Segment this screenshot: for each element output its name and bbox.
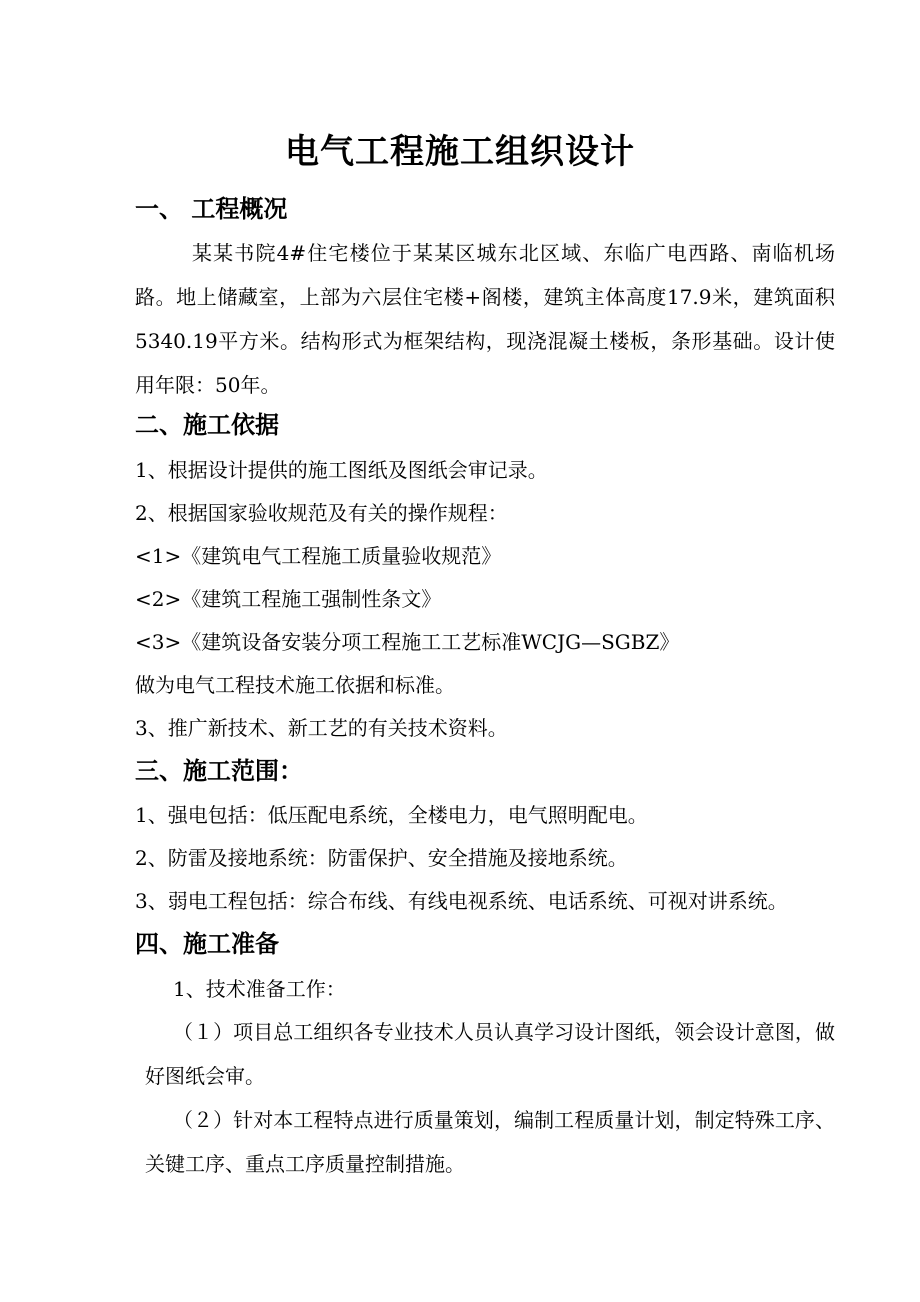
section-heading-scope: 三、施工范围： <box>135 756 303 785</box>
preparation-paragraph: （２）针对本工程特点进行质量策划，编制工程质量计划，制定特殊工序、关键工序、重点工序质量控制措施。 <box>145 1108 835 1176</box>
section-heading-overview: 一、 工程概况 <box>135 194 288 223</box>
section-heading-preparation: 四、施工准备 <box>135 929 279 958</box>
basis-item: 2、根据国家验收规范及有关的操作规程： <box>135 501 508 525</box>
basis-item: 1、根据设计提供的施工图纸及图纸会审记录。 <box>135 458 548 482</box>
basis-item: <1>《建筑电气工程施工质量验收规范》 <box>135 544 502 568</box>
scope-item: 1、强电包括：低压配电系统，全楼电力，电气照明配电。 <box>135 803 648 827</box>
basis-item: 3、推广新技术、新工艺的有关技术资料。 <box>135 716 508 740</box>
basis-item: <3>《建筑设备安装分项工程施工工艺标准WCJG—SGBZ》 <box>135 630 680 654</box>
scope-item: 3、弱电工程包括：综合布线、有线电视系统、电话系统、可视对讲系统。 <box>135 889 788 913</box>
page-title: 电气工程施工组织设计 <box>285 132 635 172</box>
scope-item: 2、防雷及接地系统：防雷保护、安全措施及接地系统。 <box>135 846 628 870</box>
basis-item: 做为电气工程技术施工依据和标准。 <box>135 673 455 697</box>
preparation-paragraph: （１）项目总工组织各专业技术人员认真学习设计图纸，领会设计意图，做好图纸会审。 <box>145 1020 835 1088</box>
preparation-subheading: 1、技术准备工作： <box>173 977 346 1001</box>
section-heading-basis: 二、施工依据 <box>135 410 279 439</box>
basis-item: <2>《建筑工程施工强制性条文》 <box>135 587 442 611</box>
overview-paragraph: 某某书院4#住宅楼位于某某区城东北区域、东临广电西路、南临机场路。地上储藏室，上部为六层住宅楼+阁楼，建筑主体高度17.9米，建筑面积5340.19平方米。结构形式为框架结构，现浇混凝土楼板，条形基础。设计使用年限：50年。 <box>135 241 835 397</box>
